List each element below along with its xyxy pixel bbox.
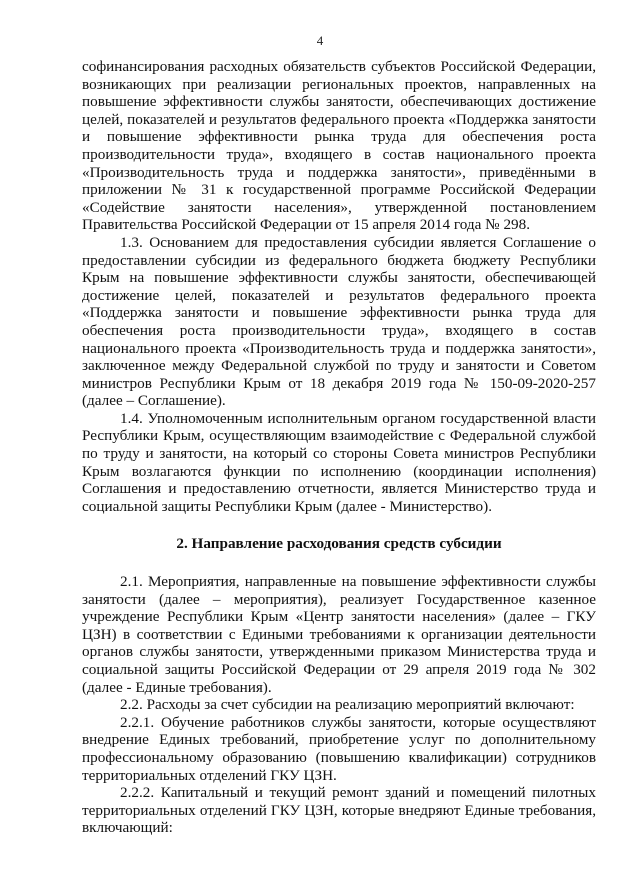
- paragraph-2-2: 2.2. Расходы за счет субсидии на реализацию мероприятий включают:: [120, 696, 575, 714]
- page-number: 4: [316, 33, 324, 48]
- paragraph-1-4: 1.4. Уполномоченным исполнительным органом государственной власти Республики Крым, осуществляющим взаимодействие с Федеральной службой по труду и занятости, на который со стороны Совета министров Республики Крым возлагаются функции по исполнению (координации исполнения) Соглашения и предоставлению отчетности, является Министерство труда и социальной защиты Республики Крым (далее - Министерство).: [82, 409, 596, 515]
- paragraph-1-3: 1.3. Основанием для предоставления субсидии является Соглашение о предоставлении субсидии из федерального бюджета бюджету Республики Крым на повышение эффективности службы занятости, обеспечивающей достижение целей, показателей и результатов федерального проекта «Поддержка занятости и повышение эффективности рынка труда для обеспечения роста производительности труда», входящего в состав национального проекта «Производительность труда и поддержка занятости», заключенное между Федеральной службой по труду и занятости и Советом министров Республики Крым от 18 декабря 2019 года № 150-09-2020-257 (далее – Соглашение).: [82, 233, 596, 410]
- document-body: [82, 58, 596, 837]
- paragraph-continued: софинансирования расходных обязательств субъектов Российской Федерации, возникающих при реализации региональных проектов, направленных на повышение эффективности службы занятости, обеспечивающих достижение целей, показателей и результатов федерального проекта «Поддержка занятости и повышение эффективности рынка труда для обеспечения роста производительности труда», входящего в состав национального проекта «Производительность труда и поддержка занятости», приведёнными в приложении № 31 к государственной программе Российской Федерации «Содействие занятости населения», утвержденной постановлением Правительства Российской Федерации от 15 апреля 2014 года № 298.: [82, 58, 596, 234]
- paragraph-2-1: 2.1. Мероприятия, направленные на повышение эффективности службы занятости (далее – мероприятия), реализует Государственное казенное учреждение Республики Крым «Центр занятости населения» (далее – ГКУ ЦЗН) в соответствии с Едиными требованиями к организации деятельности органов службы занятости, утвержденными приказом Министерства труда и социальной защиты Российской Федерации от 29 апреля 2019 года № 302 (далее - Единые требования).: [82, 573, 596, 696]
- paragraph-2-2-2: 2.2.2. Капитальный и текущий ремонт зданий и помещений пилотных территориальных отделений ГКУ ЦЗН, которые внедряют Единые требования, включающий:: [82, 784, 596, 837]
- section-heading: 2. Направление расходования средств субсидии: [176, 535, 502, 553]
- paragraph-2-2-1: 2.2.1. Обучение работников службы занятости, которые осуществляют внедрение Единых требований, приобретение услуг по дополнительному профессиональному образованию (повышению квалификации) сотрудников территориальных отделений ГКУ ЦЗН.: [82, 713, 596, 784]
